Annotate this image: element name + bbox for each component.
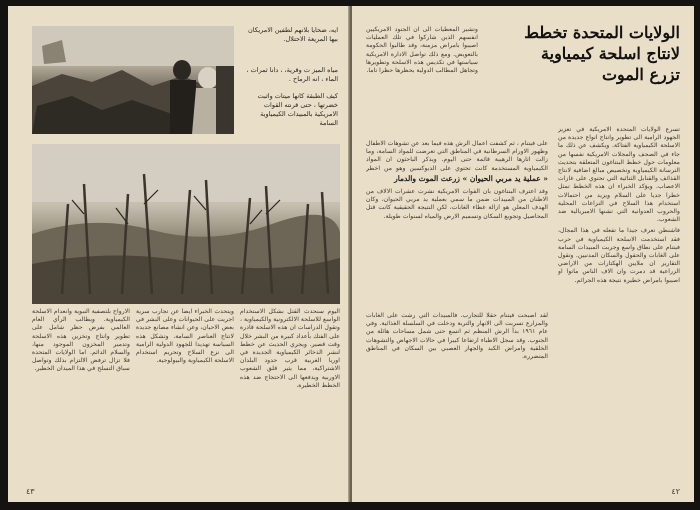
left-page-number: ٤٣ <box>26 487 35 496</box>
left-page <box>8 6 350 502</box>
left-column-right <box>240 308 340 486</box>
right-column-middle-top <box>366 140 548 172</box>
section-heading: « عملية يد مربي الحيوان » زرعت الموت والدمار <box>394 174 548 183</box>
right-column-top-left <box>366 26 478 136</box>
right-column-middle <box>366 188 548 308</box>
right-page-number: ٤٢ <box>671 487 680 496</box>
mid-paragraph-upper: وتشير المعطيات الى ان الجنود الامريكيين انفسهم الذين شاركوا في تلك العمليات اصيبوا بامراض مزمنة، وقد طالبوا الحكومة بالتعويض. ومع ذلك تواصل الادارة الامريكية سياستها في تكديس هذه الاسلحة وتطويرها وتجاهل المطالب الدولية بحظرها حظرا تاما. <box>366 26 478 75</box>
mid-paragraph-lower: لقد اصبحت فيتنام حقلا للتجارب. فالمبيدات التي رشت على الغابات والمزارع تسربت الى الانهار والتربة ودخلت في السلسلة الغذائية. وفي عام ١٩٦١ بدأ الرش المنظم ثم اتسع حتى شمل مساحات هائلة من الجنوب. وقد سجل الاطباء ارتفاعا كبيرا في حالات الاجهاض والتشوهات الخلقية وامراض الكبد والجهاز العصبي بين السكان في المناطق المتضررة. <box>366 312 548 361</box>
left-column-left <box>32 308 130 486</box>
title-line-3: تزرع الموت <box>601 65 680 84</box>
right-paragraph-c: على فيتنام ، ثم كشفت اعمال الرش هذه فيما بعد عن تشوهات الاطفال وظهور الاورام السرطانية في المناطق التي تعرضت للمواد السامة، وما زالت اثارها الرهيبة قائمة حتى اليوم. ويذكر الباحثون ان المواد الكيمياوية المستخدمة كانت تحتوي على الديوكسين وهو من اخطر <box>366 140 548 172</box>
right-paragraph-d: وقد اعترف البنتاغون بان القوات الامريكية نشرت عشرات الالاف من الاطنان من المبيدات ضمن ما سمي بعملية يد مربي الحيوان، وكان الهدف المعلن هو ازالة غطاء الغابات، لكن النتيجة الحقيقية كانت قتل المحاصيل وتجويع السكان وتسميم الارض والمياه لسنوات طويلة. <box>366 188 548 220</box>
title-line-2: لانتاج اسلحة كيمياوية <box>541 44 680 63</box>
right-column-bottom <box>366 312 548 486</box>
left-paragraph-b: ويتحدث الخبراء ايضا عن تجارب سرية اجريت على الحيوانات وعلى البشر في بعض الاحيان، وعن انشاء مصانع جديدة لانتاج العناصر السامة. وتشكل هذه السياسة تهديدا للجهود الدولية الرامية الى نزع السلاح وتحريم استخدام الاسلحة الكيمياوية والبيولوجية. <box>136 308 234 365</box>
left-column-middle <box>136 308 234 486</box>
right-page <box>352 6 694 502</box>
dead-forest-photo <box>32 144 340 304</box>
article-title <box>502 22 680 85</box>
right-paragraph-a: تسرع الولايات المتحدة الامريكية في تعزيز الجهود الرامية الى تطوير وانتاج انواع جديدة من الاسلحة الكيمياوية الفتاكة. ويكشف عن ذلك ما جاء في الصحف والمجلات الامريكية نفسها من معلومات حول خطط البنتاغون المتعلقة بتحديث الترسانة الكيمياوية وتخصيص مبالغ اضافية لانتاج القذائف والقنابل الثنائية التي تحتوي على غازات الاعصاب. ويؤكد الخبراء ان هذه الخطط تمثل خطرا جديا على السلام ويزيد من احتمالات استخدام هذا السلاح في النزاعات المحلية والحروب العدوانية التي تشنها الامبريالية ضد الشعوب. <box>558 126 680 224</box>
caption-forest: كيف الطبقة كانها ميتات واثبت خضرتها ، حتى قرنته القوات الامريكية بالمبيدات الكيمياوية السامة <box>257 92 338 127</box>
right-column-right <box>558 126 680 486</box>
caption-refugees: ايه، ضحايا بلانهم لطفين الامريكان بيها المريعة الاحتلال. <box>247 26 338 43</box>
left-paragraph-c: الارواح بلتصفية النبوية وانعدام الاسلحة الكيمياوية. ويطالب الرأي العام العالمي بفرض حظر شامل على تطوير وانتاج وتخزين هذه الاسلحة وتدمير المخزون الموجود منها، والسلام الدائم. اما الولايات المتحدة فلا تزال ترفض الالتزام بذلك وتواصل سباق التسلح في هذا الميدان الخطير. <box>32 308 130 373</box>
title-line-1: الولايات المتحدة تخطط <box>524 23 680 42</box>
refugees-photo <box>32 26 234 134</box>
right-paragraph-b: فاشنطن تعرف جيدا ما تفعله في هذا المجال، فقد استخدمت الاسلحة الكيمياوية في حرب فيتنام على نطاق واسع وجربت المبيدات السامة على الغابات والحقول والسكان المدنيين. وتقول التقارير ان ملايين الهكتارات من الاراضي الزراعية قد دمرت وان الاف الناس ماتوا او اصيبوا بامراض خطيرة نتيجة هذه الجرائم. <box>558 227 680 284</box>
left-paragraph-a: اليوم سنحدث القتل بشكل الاستخدام الواسع للاسلحة الالكترونية والكيمياوية ، وتقول الدراسات ان هذه الاسلحة قادرة على الفتك بأعداد كبيرة من البشر خلال وقت قصير. ويجري الحديث عن خطط لنشر الذخائر الكيمياوية الجديدة في اوربا الغربية قرب حدود البلدان الاشتراكية، مما يثير قلق الشعوب الاوربية ويدفعها الى الاحتجاج ضد هذه الخطط الخطيرة. <box>240 308 340 389</box>
caption-village: مياه الميز ت وقرية، ، دانا ثمرات ، الماء ، انه الرماح . <box>246 66 338 83</box>
